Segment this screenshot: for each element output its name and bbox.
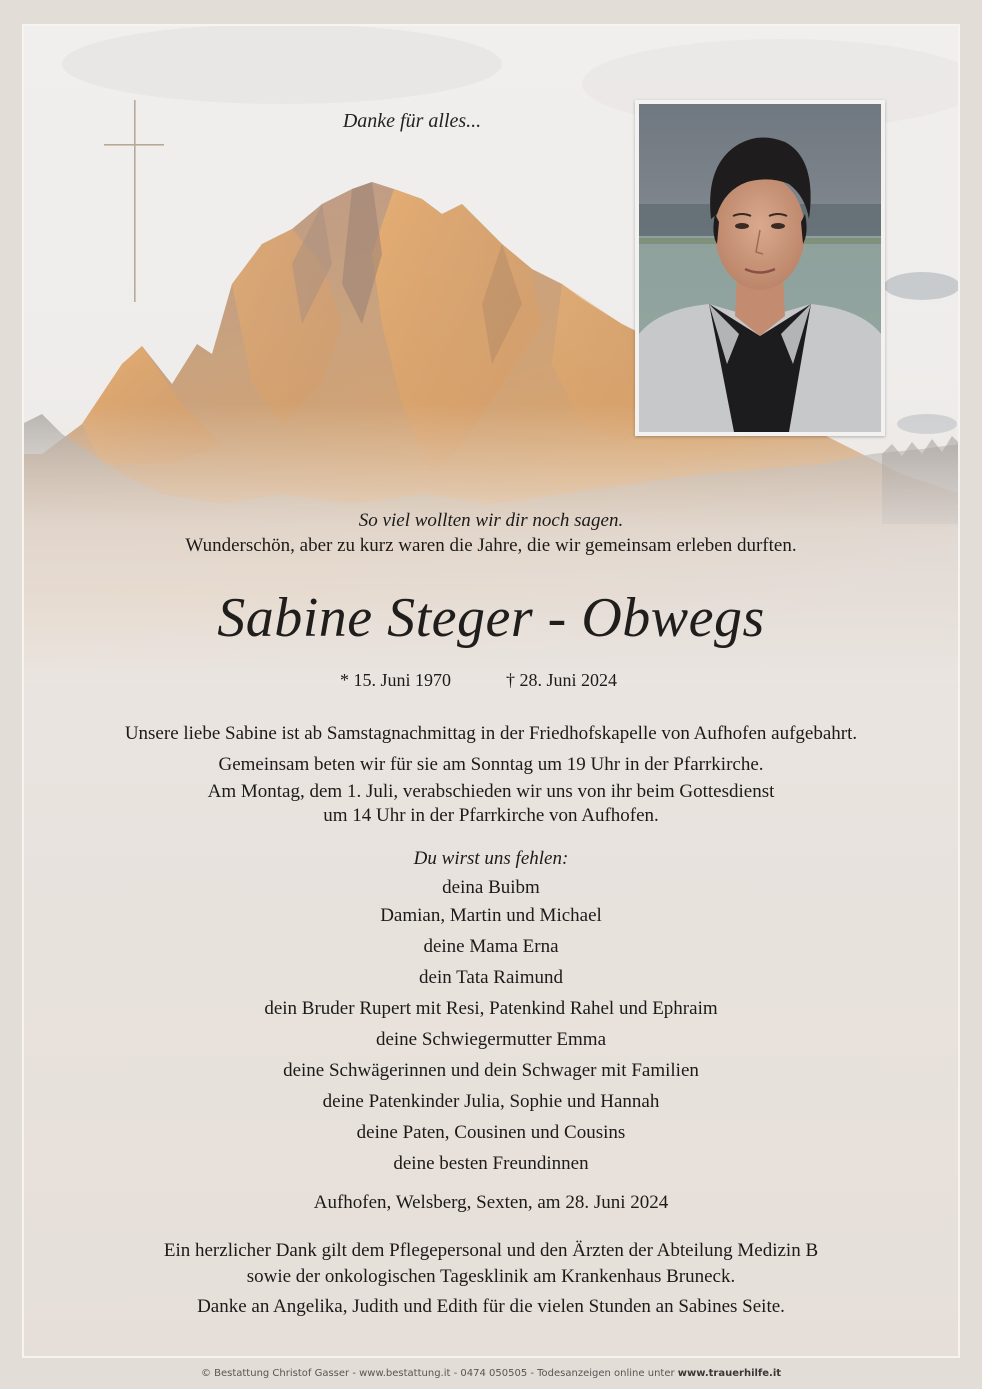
- portrait-photo: [639, 104, 881, 432]
- acknowledgement-line-2: sowie der onkologischen Tagesklinik am Krankenhaus Bruneck.: [246, 1266, 736, 1287]
- acknowledgement-line-1: Ein herzlicher Dank gilt dem Pflegepersonal und den Ärzten der Abteilung Medizin B: [163, 1240, 819, 1261]
- mourner-line: deine Schwiegermutter Emma: [375, 1029, 607, 1050]
- birth-date: * 15. Juni 1970: [340, 670, 452, 690]
- mourner-line: Damian, Martin und Michael: [380, 905, 602, 926]
- mourner-line: deine Paten, Cousinen und Cousins: [356, 1122, 626, 1143]
- quote-line-1: So viel wollten wir dir noch sagen.: [358, 510, 624, 531]
- acknowledgement-line-3: Danke an Angelika, Judith und Edith für die vielen Stunden an Sabines Seite.: [197, 1296, 785, 1317]
- mourner-line: deine Schwägerinnen und dein Schwager mit Familien: [283, 1060, 699, 1081]
- quote-line-2: Wunderschön, aber zu kurz waren die Jahre, die wir gemeinsam erleben durften.: [185, 535, 797, 556]
- mourner-line: deine Mama Erna: [423, 936, 559, 957]
- mourner-line: deine besten Freundinnen: [393, 1153, 589, 1174]
- mourner-line: dein Tata Raimund: [419, 967, 563, 988]
- mourners-heading: Du wirst uns fehlen:: [413, 848, 569, 869]
- footer: [0, 1368, 982, 1379]
- obituary-card: [22, 24, 960, 1358]
- announcement-line-3: Am Montag, dem 1. Juli, verabschieden wir uns von ihr beim Gottesdienst: [207, 781, 775, 802]
- announcement-line-4: um 14 Uhr in der Pfarrkirche von Aufhofen.: [323, 805, 659, 826]
- deceased-name: Sabine Steger - Obwegs: [217, 587, 765, 649]
- portrait-frame: [635, 100, 885, 436]
- mourner-line: deina Buibm: [442, 877, 540, 898]
- mourner-line: dein Bruder Rupert mit Resi, Patenkind Rahel und Ephraim: [264, 998, 718, 1019]
- footer-text: © Bestattung Christof Gasser - www.bestattung.it - 0474 050505 - Todesanzeigen online unter: [200, 1368, 675, 1379]
- footer-website-link[interactable]: www.trauerhilfe.it: [677, 1368, 782, 1379]
- death-date: † 28. Juni 2024: [506, 670, 618, 690]
- thanks-heading: Danke für alles...: [342, 110, 482, 132]
- announcement-line-1: Unsere liebe Sabine ist ab Samstagnachmittag in der Friedhofskapelle von Aufhofen aufgebahrt.: [124, 723, 858, 744]
- funeral-announcement: [22, 718, 960, 828]
- mourners-list: [22, 876, 960, 1179]
- mourner-line: deine Patenkinder Julia, Sophie und Hannah: [322, 1091, 660, 1112]
- place-and-date: Aufhofen, Welsberg, Sexten, am 28. Juni 2024: [313, 1192, 669, 1213]
- announcement-line-2: Gemeinsam beten wir für sie am Sonntag um 19 Uhr in der Pfarrkirche.: [218, 754, 764, 775]
- acknowledgement: [22, 1238, 960, 1290]
